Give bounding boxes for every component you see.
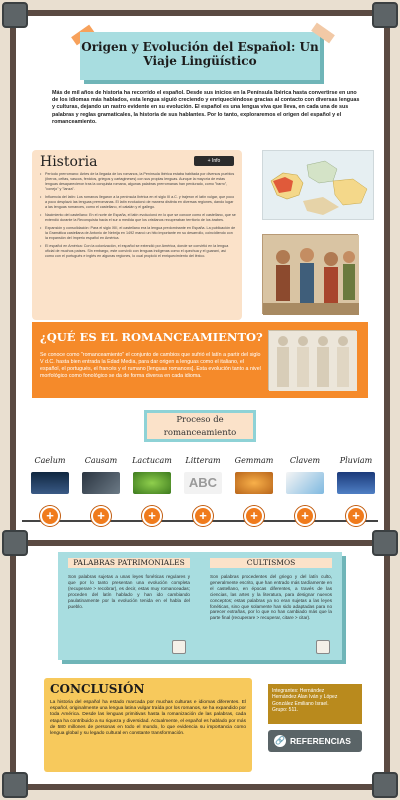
word-gemmam: [230, 456, 278, 494]
plus-icon[interactable]: +: [40, 506, 60, 526]
word-pluviam: [332, 456, 380, 494]
word-label: Causam: [84, 456, 118, 465]
intro-text: Más de mil años de historia ha recorrido el español. Desde sus inicios en la Península Ibérica hasta convertirse en uno de los idiomas más hablados, esta lengua siguió creciendo y enriqueciéndose gracias al contacto con diversas lenguas y culturas, dejando un rastro evidente en su evolución. El español es una lengua viva que lleva, en cada una de sus palabras y reglas gramaticales, la historia de sus hablantes. Por lo tanto, exploraremos el origen del español y el romanceamiento.: [52, 90, 360, 125]
title-box: [80, 32, 320, 80]
word-caelum: [26, 456, 74, 494]
integrantes-line: Hernández Alan Iván y López: [272, 694, 338, 701]
integrantes-box: [268, 684, 362, 724]
historia-panel: [32, 150, 242, 320]
list-item: • El español en América: Con la colonización, el español se extendió por América, donde se convirtió en la lengua oficial de muchos países. Sin embargo, este convivió con lenguas indígenas como el quechua y el guaraní, así como con el portugués e inglés en algunas regiones, lo cual propició el enriquecimiento del léxico.: [40, 244, 236, 259]
plus-icon[interactable]: +: [244, 506, 264, 526]
frame-corner: [372, 772, 398, 798]
palabras-panel: [58, 552, 342, 660]
proceso-line-1: Proceso de: [176, 415, 224, 425]
integrantes-line: Integrantes: Hernández: [272, 688, 325, 694]
word-label: Clavem: [289, 456, 321, 465]
word-litteram: [179, 456, 227, 494]
word-clavem: [281, 456, 329, 494]
patrimoniales-text: Son palabras sujetas a unas leyes fonéticas regulares y que por lo tanto presentan una evolución completa (recuperare > recobrar), es decir, estas muy romanceadas; proceden del latín hablado y han ido cambiando paulatinamente por la evolución tenida en el habla del pueblo.: [68, 574, 190, 609]
historia-title: Historia: [40, 154, 98, 170]
plus-icon[interactable]: +: [142, 506, 162, 526]
fresco-image: [262, 234, 358, 314]
frame-corner: [372, 530, 398, 556]
list-item: • Expansión y consolidación: Para el siglo XIII, el castellano era la lengua predominante en España. La publicación de la Gramática castellana de Antonio de Nebrija en 1492 marcó un hito importante en su desarrollo, coincidiendo con la expansión del Imperio español en América.: [40, 226, 236, 241]
word-causam: [77, 456, 125, 494]
word-label: Lactucam: [132, 456, 172, 465]
frame-corner: [2, 2, 28, 28]
referencias-button[interactable]: [268, 730, 362, 752]
fresco-illustration: [263, 235, 359, 315]
patrimoniales-title: PALABRAS PATRIMONIALES: [68, 558, 190, 568]
document-icon[interactable]: [172, 640, 186, 654]
romanceamiento-text: Se conoce como "romanceamiento" el conjunto de cambios que sufrió el latín a partir del siglo V d.C. hasta bien entrada la Edad Media, para dar origen a lenguas como el italiano, el español, el portugués, el francés y el rumano [lenguas romances]. Esta evolución tanto a nivel morfológico como fonológico se da de forma diversa en cada idioma.: [40, 352, 261, 379]
plus-icon[interactable]: +: [295, 506, 315, 526]
word-label: Pluviam: [339, 456, 373, 465]
word-label: Litteram: [185, 456, 221, 465]
plus-icon[interactable]: +: [346, 506, 366, 526]
link-icon: 🔗: [275, 736, 285, 745]
key-image: [286, 472, 324, 494]
frame-divider: [10, 540, 390, 546]
sky-image: [31, 472, 69, 494]
conclusion-text: La historia del español ha estado marcada por muchas culturas e idiomas diferentes. El español, originalmente una lengua latina vulgar traída por los romanos, se ha expandido por toda América. Desde las lenguas primitivas hasta la romanización de las palabras, cada etapa ha contribuido a su riqueza y diversidad. Actualmente, el español es hablado por más de 580 millones de personas en todo el mundo, lo que evidencia su importancia como lengua global y su legado cultural en constante transformación.: [50, 700, 247, 737]
word-lactucam: [128, 456, 176, 494]
conclusion-panel: [44, 678, 252, 772]
rain-image: [337, 472, 375, 494]
frame-corner: [2, 530, 28, 556]
plus-icon[interactable]: +: [91, 506, 111, 526]
info-button[interactable]: + Info: [194, 156, 234, 166]
list-item: • Período prerromano: Antes de la llegada de los romanos, la Península Ibérica estaba habitada por diversos pueblos (íberos, celtas, vascos, fenicios, griegos y cartagineses) con sus propias lenguas. Aunque la mayoría de estas lenguas desaparecieron tras la conquista romana, algunas palabras prerromanas han perdurado, como "barro", "conejo" y "lanza".: [40, 172, 236, 192]
lettuce-image: [133, 472, 171, 494]
statues-image: [268, 330, 356, 390]
cultismos-text: Son palabras procedentes del griego y del latín culto, generalmente escrito, que han entrado más tardíamente en el castellano, en épocas diferentes, a través de las ciencias, las artes y la literatura, para designar nuevos conceptos; estas palabras ya no eran sujetas a las leyes fonéticas, sino que solamente han sido adaptadas para no parecer extrañas, por lo que no han cambiado más que la parte final (recuperare > recuperar, citare > citar).: [210, 574, 332, 621]
frame-corner: [372, 2, 398, 28]
statues-illustration: [269, 331, 357, 391]
map-image: [262, 150, 374, 220]
gem-image: [235, 472, 273, 494]
frame-corner: [2, 772, 28, 798]
page-title: Origen y Evolución del Español: Un Viaje Lingüístico: [81, 40, 319, 68]
proceso-label: [144, 410, 256, 442]
cultismos-title: CULTISMOS: [210, 558, 332, 568]
word-label: Gemmam: [234, 456, 274, 465]
poster-frame: [10, 10, 390, 790]
historia-list: [40, 172, 236, 262]
referencias-label: REFERENCIAS: [290, 736, 351, 746]
romanceamiento-title: ¿QUÉ ES EL ROMANCEAMIENTO?: [40, 330, 263, 344]
word-label: Caelum: [34, 456, 66, 465]
document-icon[interactable]: [316, 640, 330, 654]
hands-image: [82, 472, 120, 494]
conclusion-title: CONCLUSIÓN: [50, 682, 145, 696]
integrantes-line: Grupo: 511.: [272, 706, 299, 713]
abc-image: ABC: [184, 472, 222, 494]
plus-icon[interactable]: +: [193, 506, 213, 526]
integrantes-line: González Emiliano Israel.: [272, 700, 329, 707]
map-illustration: [263, 151, 375, 221]
list-item: • Influencia del latín: Los romanos llegaron a la península Ibérica en el siglo III a.C. y trajeron el latín vulgar, que poco a poco desplazó las lenguas prerromanas. El latín evolucionó de manera distinta en diversas regiones, dando lugar a las lenguas romances, como el castellano, el catalán y el gallego.: [40, 195, 236, 210]
list-item: • Nacimiento del castellano: En el norte de España, el latín evolucionó en lo que se conoce como el castellano, que se extendió durante la Reconquista hacia el sur a medida que los cristianos recuperaban territorio de los árabes.: [40, 213, 236, 223]
proceso-line-2: romanceamiento: [163, 428, 237, 438]
